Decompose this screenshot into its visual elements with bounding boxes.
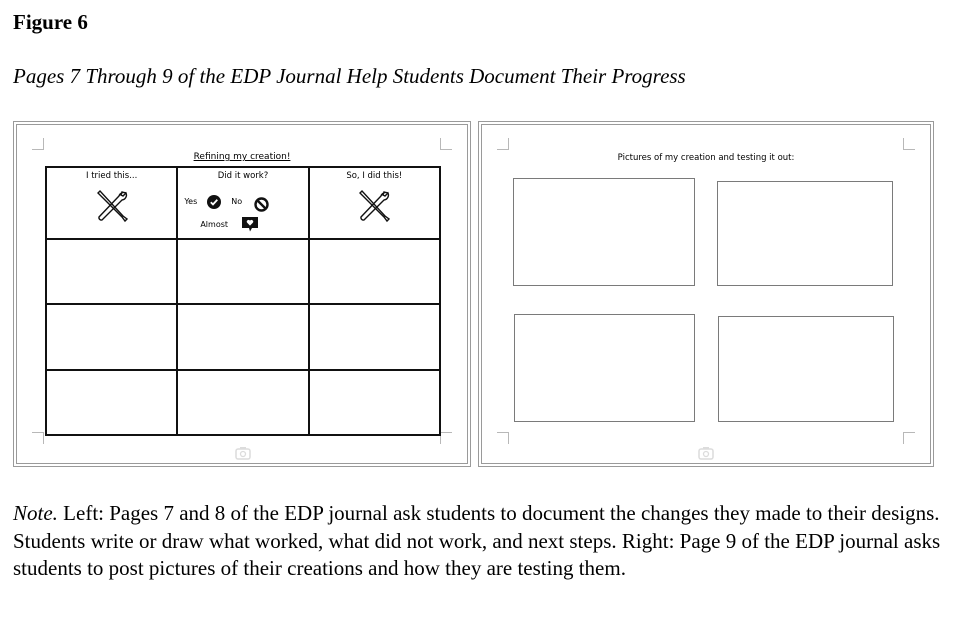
header-cell-did-it-work	[177, 167, 308, 239]
option-almost-label: Almost	[200, 220, 229, 229]
heart-speech-bubble-icon	[242, 217, 258, 232]
table-cell	[46, 304, 177, 369]
prohibited-icon	[254, 197, 269, 212]
table-cell	[177, 239, 308, 304]
option-yes-label: Yes	[184, 197, 198, 206]
crop-mark	[497, 138, 509, 150]
note-text: Left: Pages 7 and 8 of the EDP journal ask students to document the changes they made to their designs. Students write or draw what worked, what did not work, and next steps. Right: Page 9 of the EDP journal asks students to post pictures of their creations and how they are testing them.	[13, 501, 941, 580]
option-no-label: No	[231, 197, 243, 206]
table-cell	[46, 239, 177, 304]
page-heading: Refining my creation!	[193, 152, 291, 162]
refining-table	[45, 166, 441, 436]
camera-icon	[235, 446, 251, 460]
page-heading: Pictures of my creation and testing it out:	[617, 153, 795, 163]
table-cell	[177, 370, 308, 435]
check-circle-icon	[207, 195, 221, 209]
crop-mark	[440, 138, 452, 150]
journal-page-left	[13, 121, 471, 467]
header-cell-tried	[46, 167, 177, 239]
figure-label: Figure 6	[13, 10, 88, 34]
picture-box	[514, 314, 695, 422]
table-cell	[309, 370, 440, 435]
table-cell	[309, 304, 440, 369]
crop-mark	[903, 138, 915, 150]
table-row	[46, 304, 440, 369]
camera-icon	[698, 446, 714, 460]
tools-icon	[92, 187, 132, 227]
crop-mark	[903, 432, 915, 444]
tools-icon	[354, 187, 394, 227]
crop-mark	[440, 432, 452, 444]
header-cell-did-this	[309, 167, 440, 239]
picture-box	[718, 316, 894, 422]
figure-title: Pages 7 Through 9 of the EDP Journal Help Students Document Their Progress	[13, 64, 686, 88]
journal-page-right	[478, 121, 934, 467]
column-header: Did it work?	[217, 171, 269, 181]
table-row	[46, 239, 440, 304]
table-cell	[309, 239, 440, 304]
table-row	[46, 370, 440, 435]
crop-mark	[497, 432, 509, 444]
crop-mark	[32, 138, 44, 150]
note-label: Note.	[13, 501, 58, 525]
figure-note	[13, 500, 948, 583]
crop-mark	[32, 432, 44, 444]
column-header: I tried this...	[85, 171, 138, 181]
picture-box	[717, 181, 893, 286]
column-header: So, I did this!	[346, 171, 403, 181]
table-cell	[46, 370, 177, 435]
table-cell	[177, 304, 308, 369]
picture-box	[513, 178, 695, 286]
